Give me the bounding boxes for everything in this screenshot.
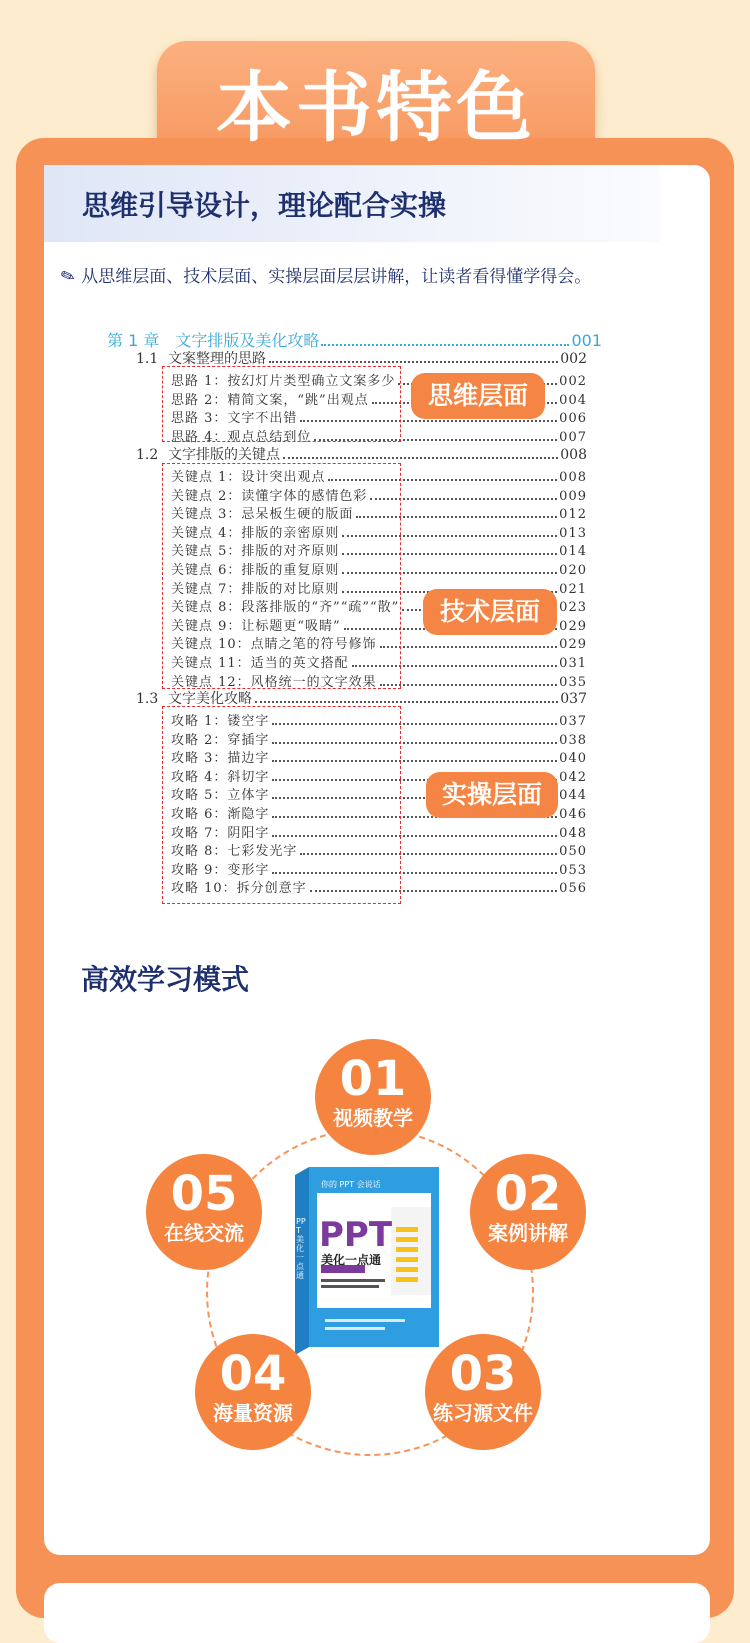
item-page: 014 <box>559 544 587 560</box>
page-title: 本书特色 <box>216 63 536 152</box>
mode-01: 01 视频教学 <box>315 1039 431 1155</box>
next-content-card <box>44 1583 710 1643</box>
leader-dots <box>321 344 569 346</box>
group-box-thinking <box>162 366 401 442</box>
item-page: 035 <box>559 674 587 690</box>
leader-dots <box>255 701 558 703</box>
item-page: 056 <box>559 881 587 897</box>
book-cover-image <box>295 1167 439 1357</box>
group-box-technique <box>162 463 401 689</box>
item-title: 攻略 3：描边字 <box>171 751 270 767</box>
item-title: 攻略 1：镂空字 <box>171 714 270 729</box>
book-subtitle: 美化一点通 <box>321 1253 382 1267</box>
tag-technique: 技术层面 <box>423 589 557 635</box>
item-title: 攻略 7：阴阳字 <box>171 825 270 841</box>
item-page: 013 <box>559 525 587 541</box>
toc-section <box>136 444 587 464</box>
item-page: 050 <box>559 844 587 860</box>
item-page: 031 <box>559 656 587 671</box>
item-title: 攻略 6：渐隐字 <box>171 807 270 822</box>
item-page: 053 <box>559 862 587 878</box>
tag-thinking: 思维层面 <box>411 373 545 419</box>
item-title: 思路 2：精简文案，“跳”出观点 <box>171 392 369 408</box>
toc-section <box>136 348 587 368</box>
section-number: 1.3 <box>136 691 159 707</box>
section-heading: 思维引导设计，理论配合实操 <box>82 189 447 222</box>
book-title: PPT <box>319 1215 393 1255</box>
item-page: 029 <box>559 637 587 653</box>
item-title: 攻略 4：斜切字 <box>171 769 270 785</box>
item-page: 002 <box>559 374 587 389</box>
item-page: 020 <box>559 563 587 578</box>
leader-dots <box>380 684 557 686</box>
item-title: 关键点 2：读懂字体的感情色彩 <box>171 488 368 504</box>
item-page: 023 <box>559 600 587 616</box>
item-title: 关键点 10：点睛之笔的符号修饰 <box>171 637 377 653</box>
item-page: 044 <box>559 788 587 804</box>
item-page: 038 <box>559 732 587 748</box>
item-title: 攻略 2：穿插字 <box>171 732 270 748</box>
leader-dots <box>283 457 558 459</box>
group-box-practice <box>162 706 401 904</box>
item-title: 关键点 9：让标题更“吸睛” <box>171 618 341 634</box>
item-page: 008 <box>559 470 587 485</box>
item-title: 关键点 7：排版的对比原则 <box>171 581 340 597</box>
section-title: 文案整理的思路 <box>168 351 266 367</box>
item-title: 思路 4：观点总结到位 <box>171 429 312 445</box>
mode-02: 02 案例讲解 <box>470 1154 586 1270</box>
mode-05: 05 在线交流 <box>146 1154 262 1270</box>
toc-section <box>136 688 587 708</box>
section-title: 文字美化攻略 <box>168 691 252 707</box>
mode-04: 04 海量资源 <box>195 1334 311 1450</box>
item-page: 042 <box>559 769 587 785</box>
leader-dots <box>380 646 557 648</box>
item-page: 048 <box>559 825 587 841</box>
section-description: ✎ 从思维层面、技术层面、实操层面层层讲解，让读者看得懂学得会。 <box>58 265 592 289</box>
leader-dots <box>269 361 558 363</box>
item-page: 046 <box>559 807 587 822</box>
item-title: 关键点 1：设计突出观点 <box>171 470 326 485</box>
section-page: 002 <box>560 351 587 367</box>
item-page: 012 <box>559 507 587 523</box>
item-page: 004 <box>559 392 587 408</box>
chapter-title: 第 1 章 文字排版及美化攻略 <box>107 331 320 350</box>
section-number: 1.2 <box>136 447 159 463</box>
item-title: 攻略 9：变形字 <box>171 862 270 878</box>
section-title: 文字排版的关键点 <box>168 447 280 463</box>
item-title: 关键点 4：排版的亲密原则 <box>171 525 340 541</box>
item-page: 006 <box>559 411 587 427</box>
section-page: 008 <box>560 447 587 463</box>
book-spine: PPT 美化一点通 <box>296 1217 306 1280</box>
book-tagline: 你的 PPT 会说话 <box>321 1180 381 1189</box>
chapter-page: 001 <box>571 331 602 350</box>
item-page: 037 <box>559 714 587 729</box>
item-title: 思路 3：文字不出错 <box>171 411 298 427</box>
item-page: 009 <box>559 488 587 504</box>
item-title: 攻略 10：拆分创意字 <box>171 881 307 897</box>
item-title: 关键点 8：段落排版的“齐”“疏”“散” <box>171 600 400 616</box>
section-heading-2: 高效学习模式 <box>81 963 250 996</box>
item-page: 007 <box>559 429 587 445</box>
item-title: 攻略 8：七彩发光字 <box>171 844 298 860</box>
section-page: 037 <box>560 691 587 707</box>
item-title: 关键点 3：忌呆板生硬的版面 <box>171 507 354 523</box>
section-number: 1.1 <box>136 351 159 367</box>
item-page: 021 <box>559 581 587 597</box>
tag-practice: 实操层面 <box>426 772 558 818</box>
item-title: 思路 1：按幻灯片类型确立文案多少 <box>171 374 396 389</box>
item-title: 关键点 6：排版的重复原则 <box>171 563 340 578</box>
pen-icon: ✎ <box>58 265 79 289</box>
mode-03: 03 练习源文件 <box>425 1334 541 1450</box>
item-title: 关键点 12：风格统一的文字效果 <box>171 674 377 690</box>
item-page: 029 <box>559 618 587 634</box>
item-page: 040 <box>559 751 587 767</box>
item-title: 攻略 5：立体字 <box>171 788 270 804</box>
item-title: 关键点 11：适当的英文搭配 <box>171 656 349 671</box>
item-title: 关键点 5：排版的对齐原则 <box>171 544 340 560</box>
